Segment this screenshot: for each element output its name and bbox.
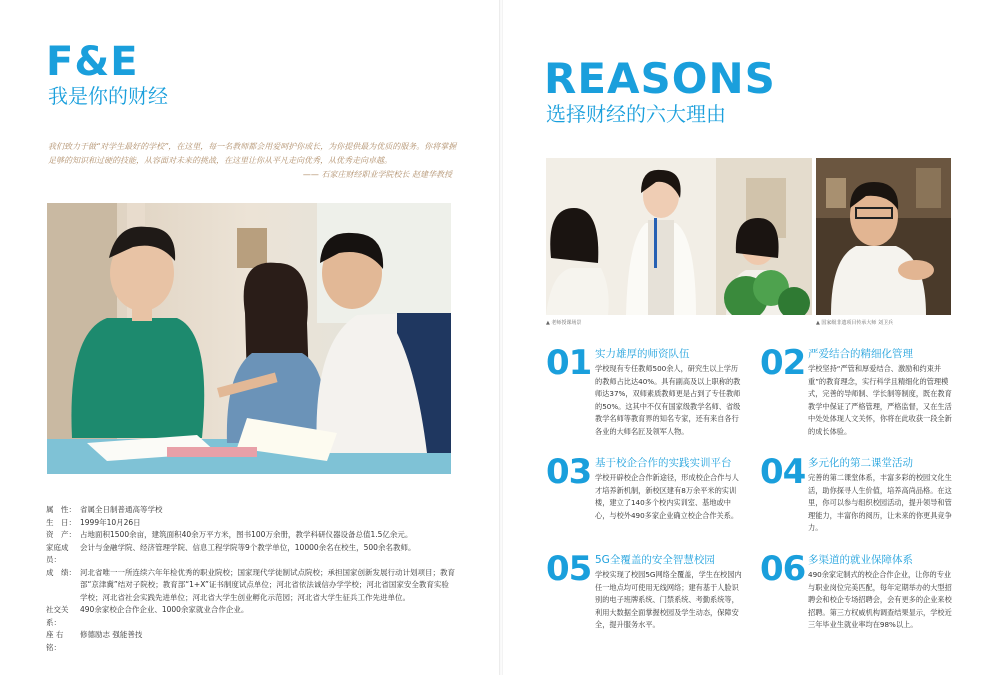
info-value: 省属全日制普通高等学校 [80, 505, 163, 514]
reason-number: 06 [760, 549, 806, 589]
info-row [46, 517, 456, 530]
reasons-subtitle: 选择财经的六大理由 [546, 102, 726, 126]
info-value: 1999年10月26日 [80, 517, 141, 527]
fe-subtitle: 我是你的财经 [48, 84, 168, 108]
classroom-photo [546, 158, 812, 315]
info-row [46, 629, 456, 654]
info-row [46, 542, 456, 567]
info-row [46, 567, 456, 605]
reason-title: 多渠道的就业保障体系 [808, 554, 913, 566]
info-row [46, 604, 456, 629]
info-row [46, 504, 456, 517]
info-label: 资 产： [46, 530, 76, 539]
reason-body: 完善的第二课堂体系，丰富多彩的校园文化生活，助你探寻人生价值，培养高尚品格。在这里，你可以参与组织校园活动，提升领导和管理能力，丰富你的阅历，让未来的你更具竞争力。 [808, 473, 952, 532]
right-page [502, 0, 1002, 675]
master-photo [816, 158, 951, 315]
master-caption: ▲ 国家级非遗项目传承大师 刘卫兵 [816, 320, 894, 326]
classroom-caption: ▲ 老师授课场景 [546, 320, 582, 326]
quote-signature: —— 石家庄财经职业学院校长 赵建华教授 [302, 170, 452, 179]
reason-number: 03 [546, 452, 592, 492]
reasons-title: REASONS [544, 54, 776, 103]
classroom-illustration [546, 158, 812, 315]
reason-number: 01 [546, 343, 592, 383]
fe-title: F&E [46, 39, 139, 85]
reason-body: 490余家定制式的校企合作企业，让你的专业与职业岗位完美匹配，每年定期举办的大型招聘会和校企专场招聘会，会有更多的企业来校招聘。第三方权威机构调查结果显示，学校近三年毕业生就业率均在98%以上。 [808, 570, 952, 629]
reason-title: 严爱结合的精细化管理 [808, 348, 913, 360]
reason-number: 04 [760, 452, 806, 492]
info-value: 河北省唯一一所连续六年年检优秀的职业院校；国家现代学徒制试点院校；承担国家创新发展行动计划项目；教育部“京津冀”结对子院校；教育部“1+X”证书制度试点单位；河北省依法诚信办学学校；河北省国家安全教育实验学校；河北省社会实践先进单位；河北省大学生创业孵化示范园；河北省大学生征兵工作先进单位。 [80, 567, 455, 602]
reason-number: 05 [546, 549, 592, 589]
school-info-list [46, 504, 456, 654]
info-label: 生 日： [46, 517, 76, 527]
reason-number: 02 [760, 343, 806, 383]
info-label: 座 右 铭： [46, 630, 64, 652]
reason-body: 学校开辟校企合作新途径，形成校企合作与人才培养新机制，新校区建有8万余平米的实训楼，建立了140多个校内实训室、基地或中心，与校外490多家企业确立校企合作关系。 [595, 473, 739, 520]
info-label: 社交关系： [46, 605, 69, 627]
reason-title: 多元化的第二课堂活动 [808, 457, 913, 469]
info-value: 修德励志 强能善技 [80, 630, 143, 639]
reason-title: 基于校企合作的实践实训平台 [595, 457, 732, 469]
reason-title: 5G全覆盖的安全智慧校园 [595, 554, 715, 566]
students-illustration [47, 203, 451, 474]
info-value: 占地面积1500余亩，建筑面积40余万平方米，图书100万余册，教学科研仪器设备总值1.5亿余元。 [80, 530, 413, 539]
info-label: 成 绩： [46, 567, 76, 577]
reason-title: 实力雄厚的师资队伍 [595, 348, 690, 360]
info-label: 属 性： [46, 505, 76, 514]
reason-body: 学校坚持“严管和厚爱结合、激励和约束并重”的教育理念，实行科学且精细化的管理模式，完善的导师制、学长制等制度，既在教育教学中保证了严格管理，严格监督，又在生活中处处体现人文关怀，你将在此收获一段全新的成长体验。 [808, 364, 952, 436]
left-page [0, 0, 500, 675]
info-row [46, 529, 456, 542]
info-value: 490余家校企合作企业、1000余家就业合作企业。 [80, 605, 249, 614]
reason-body: 学校实现了校园5G网络全覆盖，学生在校园内任一地点均可使用无线网络；建有基于人脸识别的电子班牌系统、门禁系统、考勤系统等，利用大数据全面掌握校园及学生动态，保障安全，提升服务水平。 [595, 570, 742, 629]
master-illustration [816, 158, 951, 315]
principal-quote: 我们致力于做“对学生最好的学校”，在这里，每一名教师都会用爱呵护你成长，为你提供最为优质的服务。你将掌握足够的知识和过硬的技能，从容面对未来的挑战，在这里让你从平凡走向优秀，从优秀走向卓越。 [48, 142, 457, 165]
students-photo [47, 203, 451, 474]
info-label: 家庭成员： [46, 542, 69, 564]
reason-body: 学校现有专任教师500余人，研究生以上学历的教师占比达40%。具有副高及以上职称的教师达37%，双师素质教师更是占到了专任教师的50%。这其中不仅有国家级教学名师、省级教学名师等教育界的知名专家，还有来自各行各业的大师名匠及领军人物。 [595, 364, 741, 436]
info-value: 会计与金融学院、经济管理学院、信息工程学院等9个教学单位，10000余名在校生，500余名教师。 [80, 542, 416, 552]
